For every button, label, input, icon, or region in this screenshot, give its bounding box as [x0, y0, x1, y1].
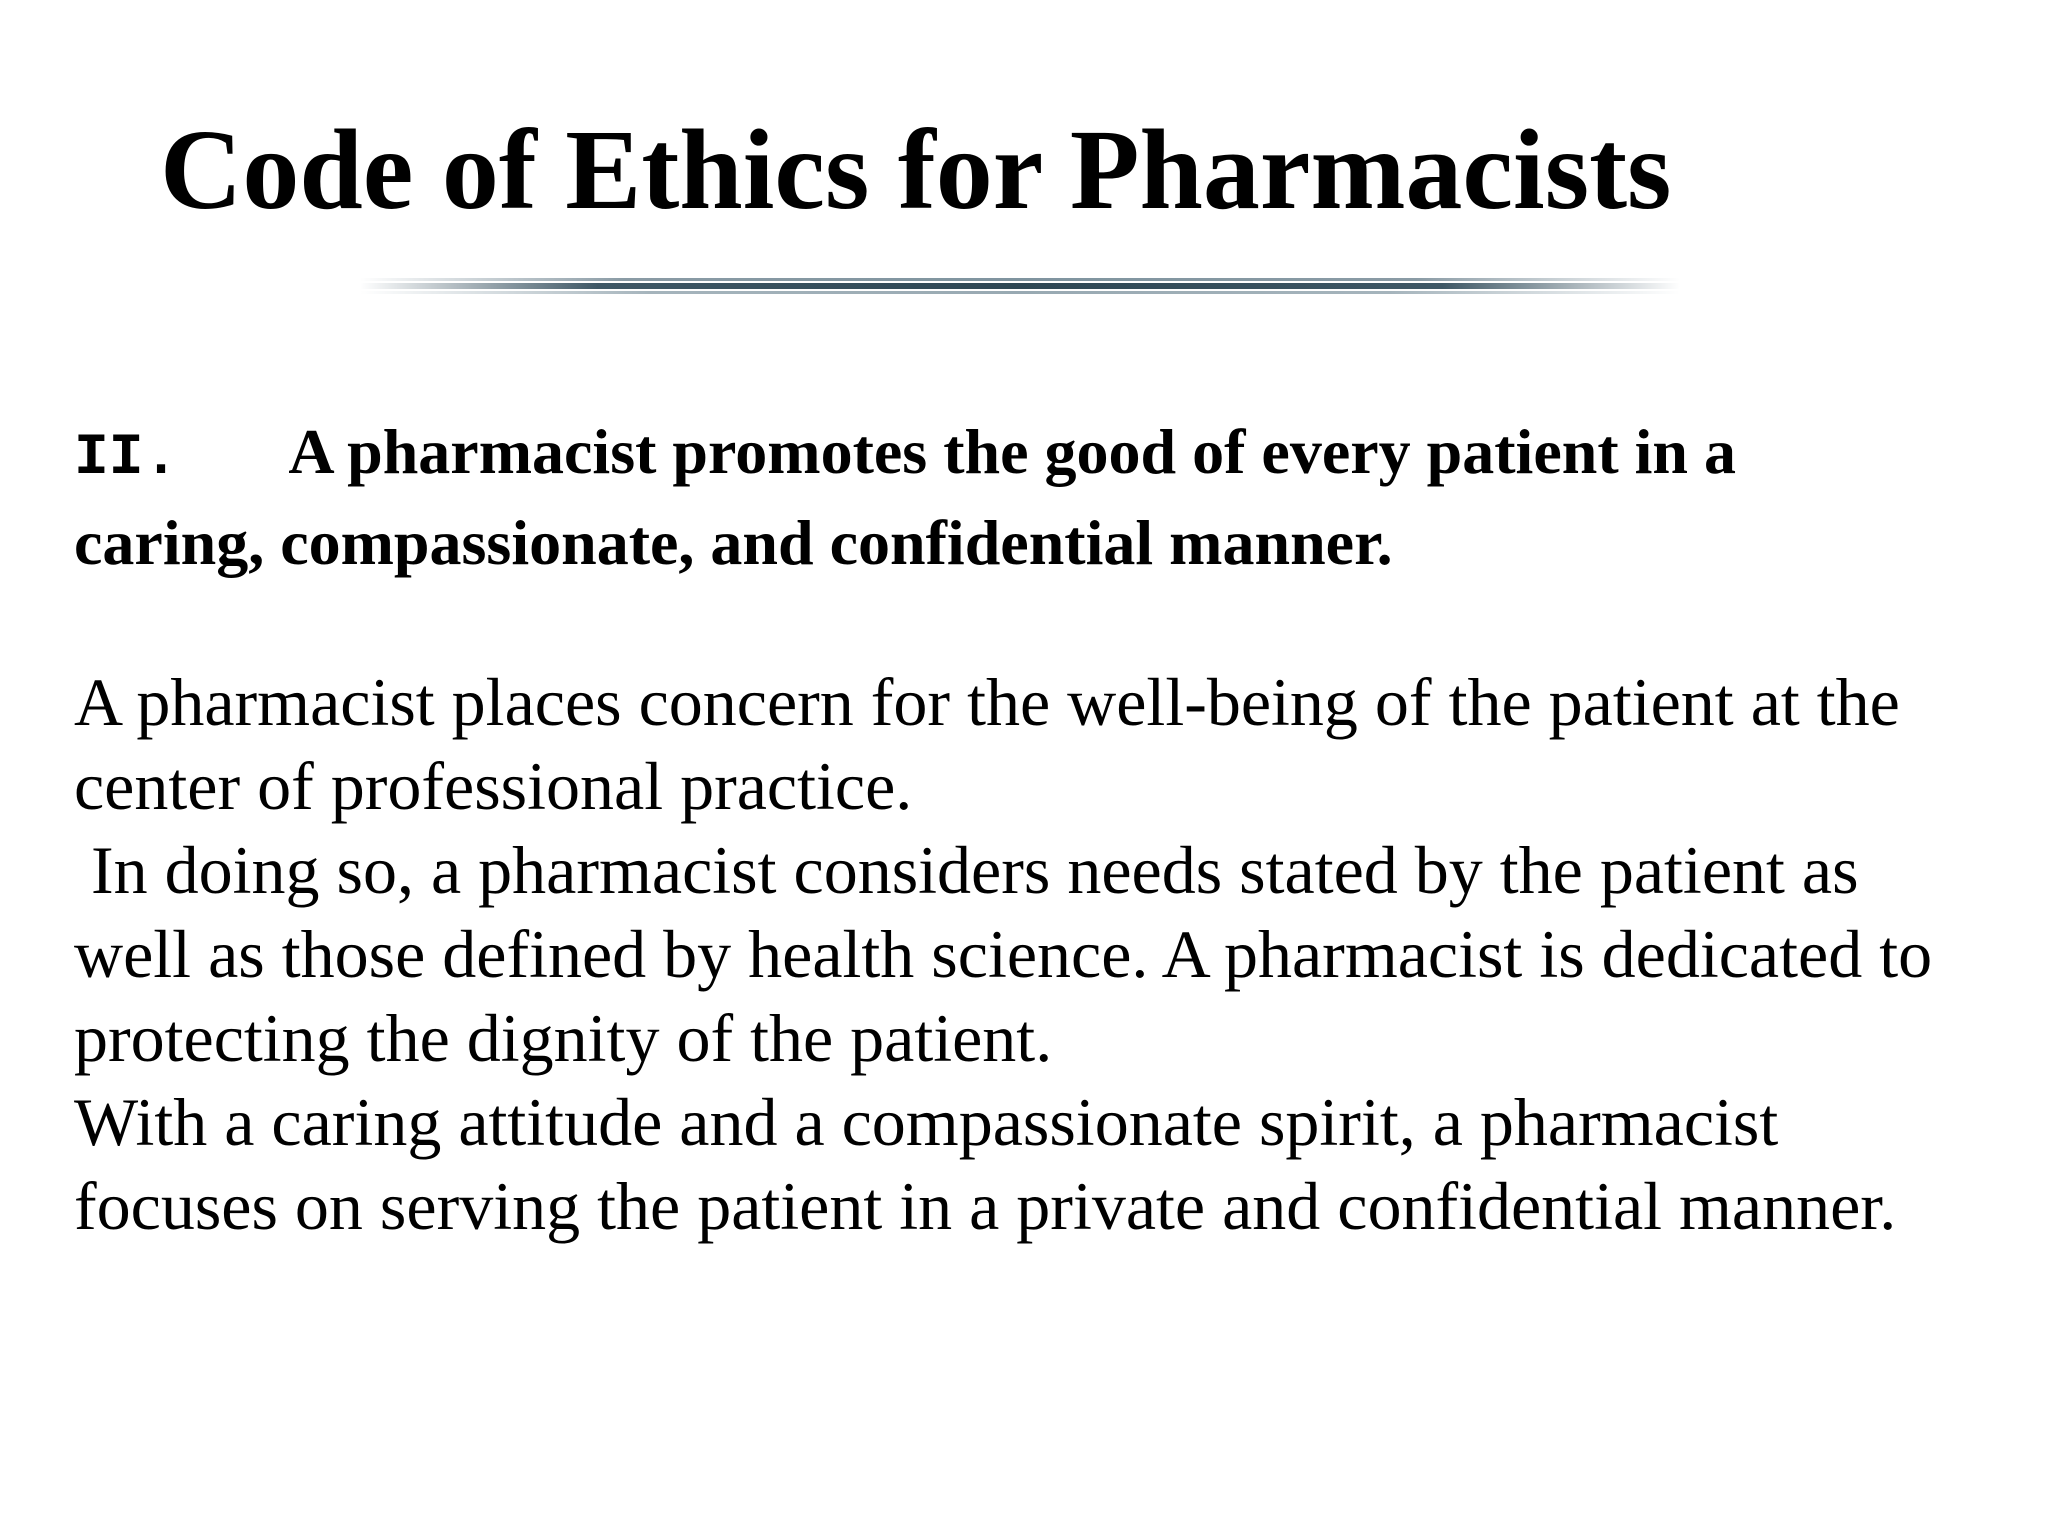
body-line-6: With a caring attitude and a compassionate spirit, a pharmacist	[74, 1084, 1779, 1160]
principle-numeral: II.	[74, 426, 179, 491]
body-line-4: well as those defined by health science. A pharmacist is dedicated to	[74, 916, 1933, 992]
body-line-1: A pharmacist places concern for the well-being of the patient at the	[74, 664, 1900, 740]
body-line-3: In doing so, a pharmacist considers needs stated by the patient as	[91, 832, 1859, 908]
principle-line-2: caring, compassionate, and confidential manner.	[74, 507, 1393, 578]
body-line-5: protecting the dignity of the patient.	[74, 1000, 1053, 1076]
principle-heading	[74, 410, 1974, 585]
body-line-2: center of professional practice.	[74, 748, 913, 824]
principle-line-1: A pharmacist promotes the good of every patient in a	[288, 416, 1737, 487]
title-divider	[360, 278, 1680, 294]
body-line-7: focuses on serving the patient in a private and confidential manner.	[74, 1168, 1897, 1244]
principle-explanation	[74, 660, 2014, 1248]
slide-title: Code of Ethics for Pharmacists	[160, 106, 1672, 233]
